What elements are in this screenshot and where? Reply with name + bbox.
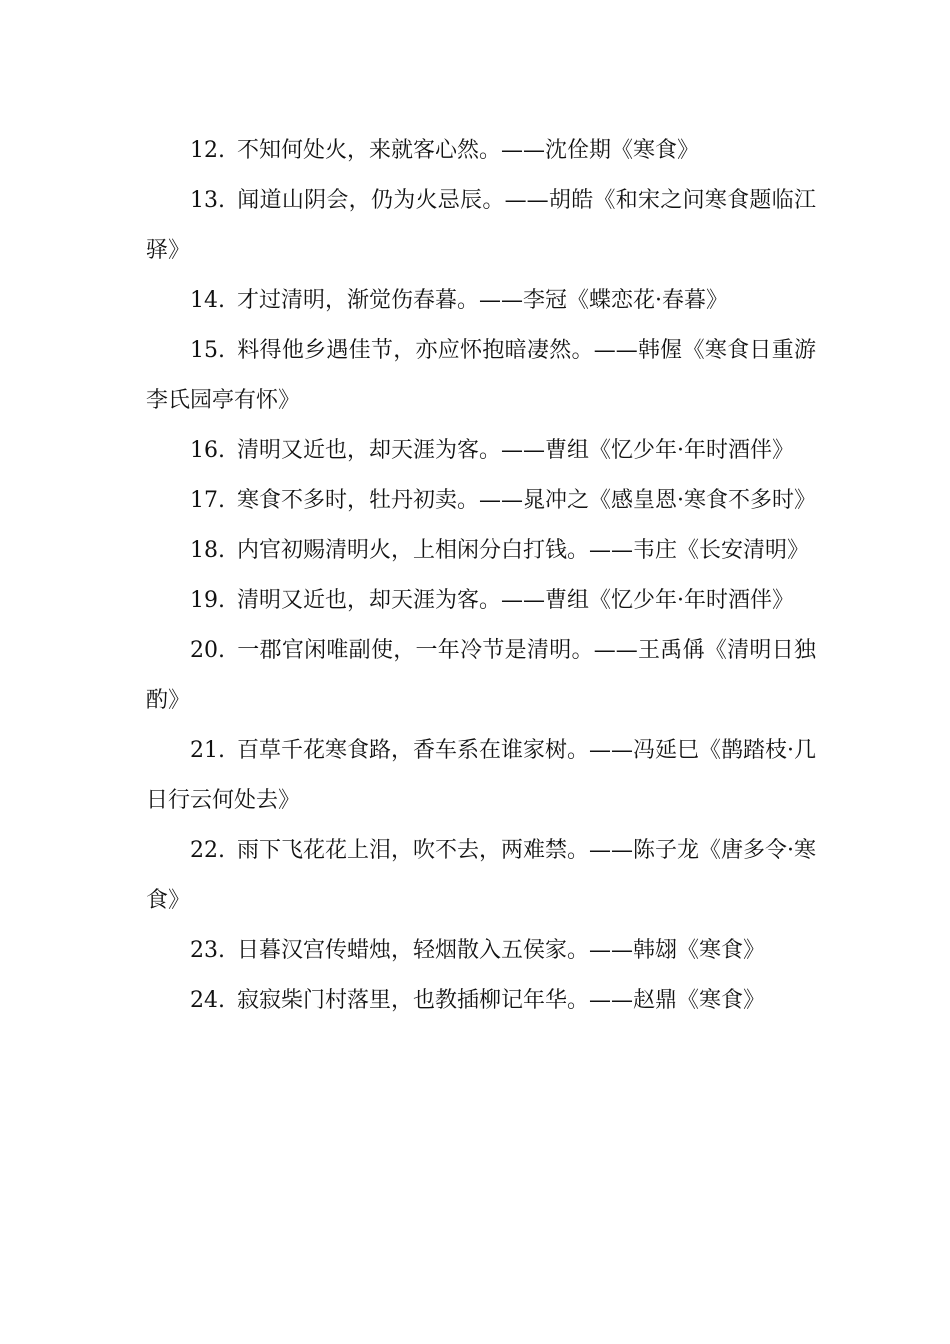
item-number: 19. bbox=[190, 588, 225, 613]
list-item bbox=[146, 476, 816, 526]
item-text: 才过清明，渐觉伤春暮。——李冠《蝶恋花·春暮》 bbox=[237, 288, 728, 313]
item-text: 寒食不多时，牡丹初卖。——晁冲之《感皇恩·寒食不多时》 bbox=[237, 488, 816, 513]
poem-quote-list bbox=[146, 126, 816, 1026]
item-number: 21. bbox=[190, 738, 225, 763]
list-item bbox=[146, 126, 816, 176]
item-number: 20. bbox=[190, 638, 225, 663]
list-item bbox=[146, 426, 816, 476]
list-item bbox=[146, 276, 816, 326]
list-item bbox=[146, 726, 816, 826]
list-item bbox=[146, 576, 816, 626]
item-number: 23. bbox=[190, 938, 225, 963]
item-text: 清明又近也，却天涯为客。——曹组《忆少年·年时酒伴》 bbox=[237, 438, 794, 463]
item-text: 内官初赐清明火，上相闲分白打钱。——韦庄《长安清明》 bbox=[237, 538, 810, 563]
item-number: 22. bbox=[190, 838, 225, 863]
item-number: 15. bbox=[190, 338, 225, 363]
list-item bbox=[146, 826, 816, 926]
list-item bbox=[146, 976, 816, 1026]
list-item bbox=[146, 926, 816, 976]
item-text: 寂寂柴门村落里，也教插柳记年华。——赵鼎《寒食》 bbox=[237, 988, 766, 1013]
item-number: 17. bbox=[190, 488, 225, 513]
item-number: 16. bbox=[190, 438, 225, 463]
item-text: 不知何处火，来就客心然。——沈佺期《寒食》 bbox=[237, 138, 700, 163]
item-number: 18. bbox=[190, 538, 225, 563]
item-number: 14. bbox=[190, 288, 225, 313]
item-number: 13. bbox=[190, 188, 225, 213]
list-item bbox=[146, 326, 816, 426]
item-text: 一郡官闲唯副使，一年冷节是清明。——王禹偁《清明日独酌》 bbox=[146, 638, 816, 713]
list-item bbox=[146, 626, 816, 726]
item-number: 12. bbox=[190, 138, 225, 163]
item-text: 闻道山阴会，仍为火忌辰。——胡皓《和宋之问寒食题临江驿》 bbox=[146, 188, 816, 263]
item-text: 清明又近也，却天涯为客。——曹组《忆少年·年时酒伴》 bbox=[237, 588, 794, 613]
item-text: 雨下飞花花上泪，吹不去，两难禁。——陈子龙《唐多令·寒食》 bbox=[146, 838, 816, 913]
list-item bbox=[146, 176, 816, 276]
item-text: 料得他乡遇佳节，亦应怀抱暗凄然。——韩偓《寒食日重游李氏园亭有怀》 bbox=[146, 338, 816, 413]
item-number: 24. bbox=[190, 988, 225, 1013]
item-text: 日暮汉宫传蜡烛，轻烟散入五侯家。——韩翃《寒食》 bbox=[237, 938, 766, 963]
item-text: 百草千花寒食路，香车系在谁家树。——冯延巳《鹊踏枝·几日行云何处去》 bbox=[146, 738, 816, 813]
list-item bbox=[146, 526, 816, 576]
